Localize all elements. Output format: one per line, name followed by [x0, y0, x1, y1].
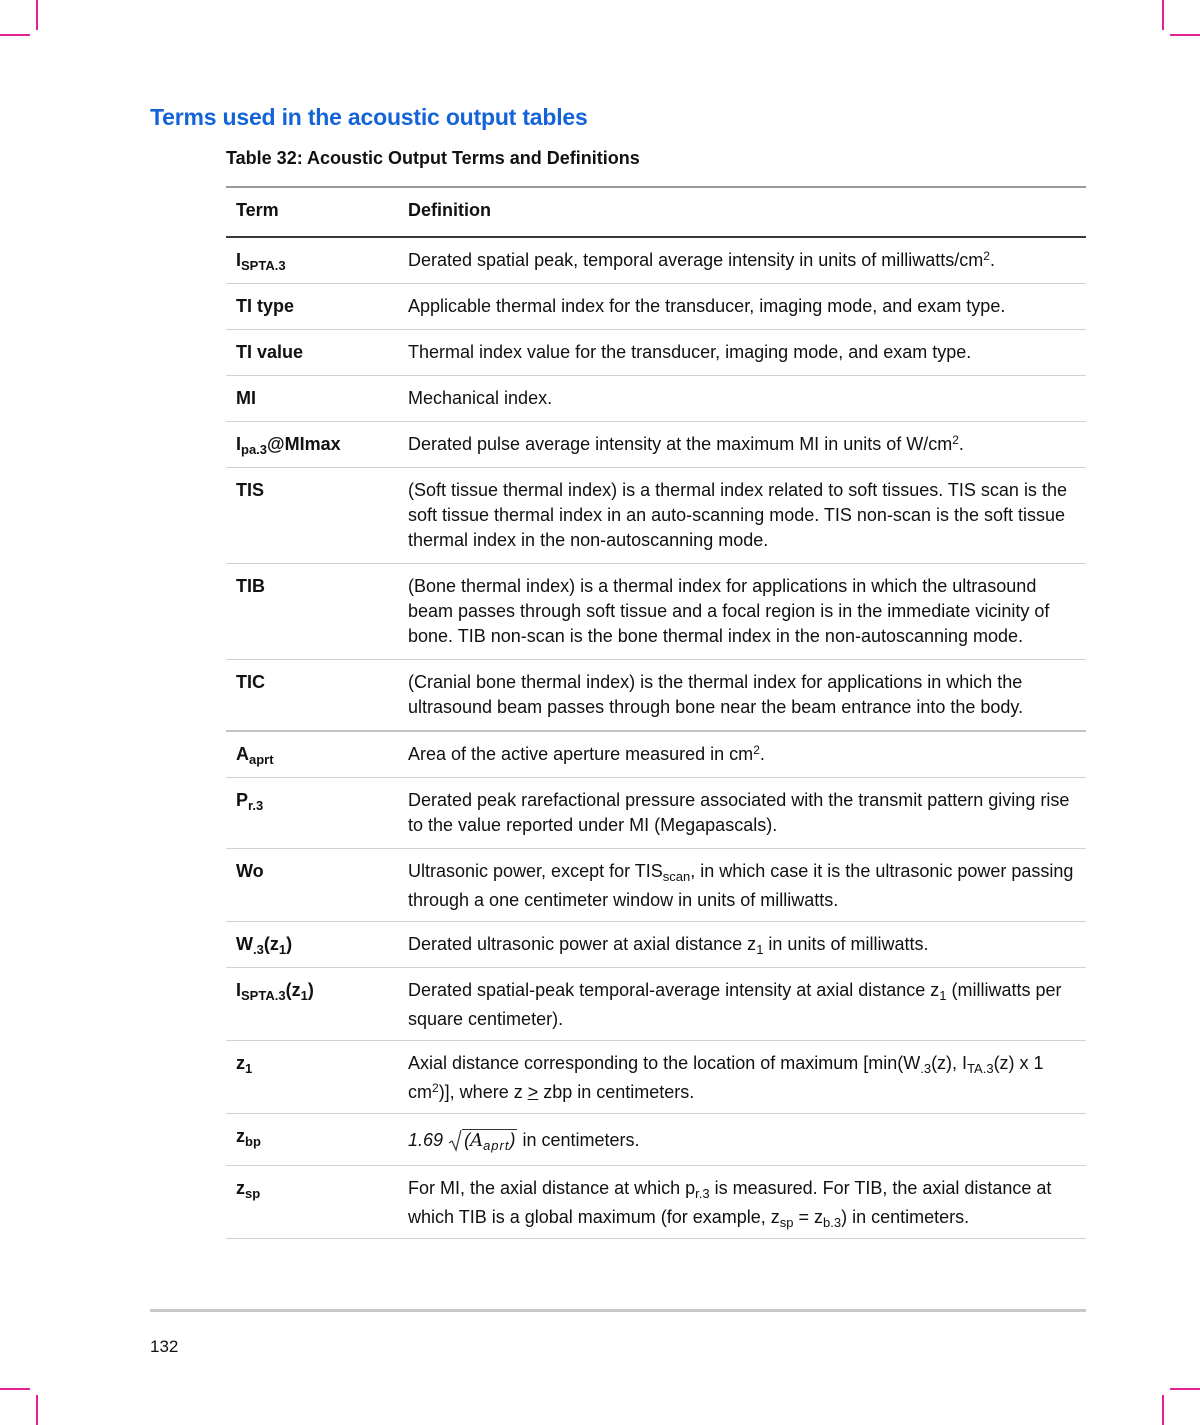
table-row [226, 468, 1086, 564]
definition-cell: Derated spatial-peak temporal-average intensity at axial distance $z_1$ (milliwatts per square centimeter). [398, 968, 1086, 1041]
table-row [226, 237, 1086, 284]
definition-cell: Area of the active aperture measured in $cm^2$. [398, 731, 1086, 778]
table-row [226, 922, 1086, 968]
term-cell: $I_{SPTA.3}$ [226, 237, 398, 284]
term-cell: $I_{SPTA.3}(z_1)$ [226, 968, 398, 1041]
terms-table [226, 186, 1086, 1239]
term-cell: MI [226, 376, 398, 422]
definition-cell: Ultrasonic power, except for $TIS_{scan}$, in which case it is the ultrasonic power passing through a one centimeter window in units of milliwatts. [398, 849, 1086, 922]
definition-cell: 1.69 $(A_{aprt})$ in centimeters. [398, 1114, 1086, 1166]
crop-mark [1162, 0, 1164, 30]
definition-cell: Derated peak rarefactional pressure associated with the transmit pattern giving rise to the value reported under MI (Megapascals). [398, 778, 1086, 849]
term-cell: TIB [226, 564, 398, 660]
table-row [226, 1041, 1086, 1114]
table-row [226, 330, 1086, 376]
square-root-icon [448, 1128, 462, 1152]
term-cell: TIC [226, 660, 398, 732]
term-cell: $z_{sp}$ [226, 1166, 398, 1239]
table-row [226, 849, 1086, 922]
terms-table-wrapper [226, 186, 1086, 1239]
footer-rule [150, 1309, 1086, 1312]
definition-cell: (Cranial bone thermal index) is the thermal index for applications in which the ultrasound beam passes through bone near the beam entrance into the body. [398, 660, 1086, 732]
crop-mark [0, 1388, 30, 1390]
definition-cell: Axial distance corresponding to the location of maximum [$\min(W_{.3}(z)$, $I_{TA.3}(z)$ x 1 $cm^2$)], where z > zbp in centimeters. [398, 1041, 1086, 1114]
formula-coefficient: 1.69 [408, 1130, 444, 1150]
table-row [226, 778, 1086, 849]
definition-cell: For MI, the axial distance at which $p_{r.3}$ is measured. For TIB, the axial distance at which TIB is a global maximum (for example, $z_{sp} = z_{b.3}$) in centimeters. [398, 1166, 1086, 1239]
term-cell: Wo [226, 849, 398, 922]
table-row [226, 1166, 1086, 1239]
definition-cell: (Bone thermal index) is a thermal index for applications in which the ultrasound beam passes through soft tissue and a focal region is in the immediate vicinity of bone. TIB non-scan is the bone thermal index in the non-autoscanning mode. [398, 564, 1086, 660]
definition-cell: Thermal index value for the transducer, imaging mode, and exam type. [398, 330, 1086, 376]
table-row [226, 422, 1086, 468]
section-title: Terms used in the acoustic output tables [150, 104, 588, 130]
term-cell: $z_{bp}$ [226, 1114, 398, 1166]
table-row [226, 564, 1086, 660]
page-number: 132 [150, 1337, 179, 1356]
term-cell: TI type [226, 284, 398, 330]
table-row [226, 284, 1086, 330]
table-header-row [226, 187, 1086, 237]
term-cell: $z_1$ [226, 1041, 398, 1114]
formula-radicand: $(A_{aprt})$ [464, 1130, 516, 1153]
crop-mark [36, 1395, 38, 1425]
term-cell: TI value [226, 330, 398, 376]
definition-cell: Derated pulse average intensity at the maximum MI in units of $W/cm^2$. [398, 422, 1086, 468]
table-row [226, 660, 1086, 732]
definition-cell: Mechanical index. [398, 376, 1086, 422]
term-cell: $P_{r.3}$ [226, 778, 398, 849]
table-row [226, 968, 1086, 1041]
definition-cell: Derated ultrasonic power at axial distance $z_1$ in units of milliwatts. [398, 922, 1086, 968]
crop-mark [36, 0, 38, 30]
crop-mark [1170, 1388, 1200, 1390]
term-cell: $W_{.3}(z_1)$ [226, 922, 398, 968]
definition-cell: Derated spatial peak, temporal average intensity in units of milliwatts/$cm^2$. [398, 237, 1086, 284]
definition-cell: Applicable thermal index for the transducer, imaging mode, and exam type. [398, 284, 1086, 330]
term-cell: TIS [226, 468, 398, 564]
definition-cell: (Soft tissue thermal index) is a thermal index related to soft tissues. TIS scan is the soft tissue thermal index in an auto-scanning mode. TIS non-scan is the soft tissue thermal index in the non-autoscanning mode. [398, 468, 1086, 564]
header-term: Term [226, 187, 398, 237]
crop-mark [1170, 34, 1200, 36]
table-row [226, 376, 1086, 422]
crop-mark [1162, 1395, 1164, 1425]
table-row [226, 731, 1086, 778]
term-cell: $A_{aprt}$ [226, 731, 398, 778]
term-cell: $I_{pa.3}@MImax$ [226, 422, 398, 468]
table-row [226, 1114, 1086, 1166]
header-definition: Definition [398, 187, 1086, 237]
crop-mark [0, 34, 30, 36]
table-caption: Table 32: Acoustic Output Terms and Definitions [226, 148, 640, 168]
